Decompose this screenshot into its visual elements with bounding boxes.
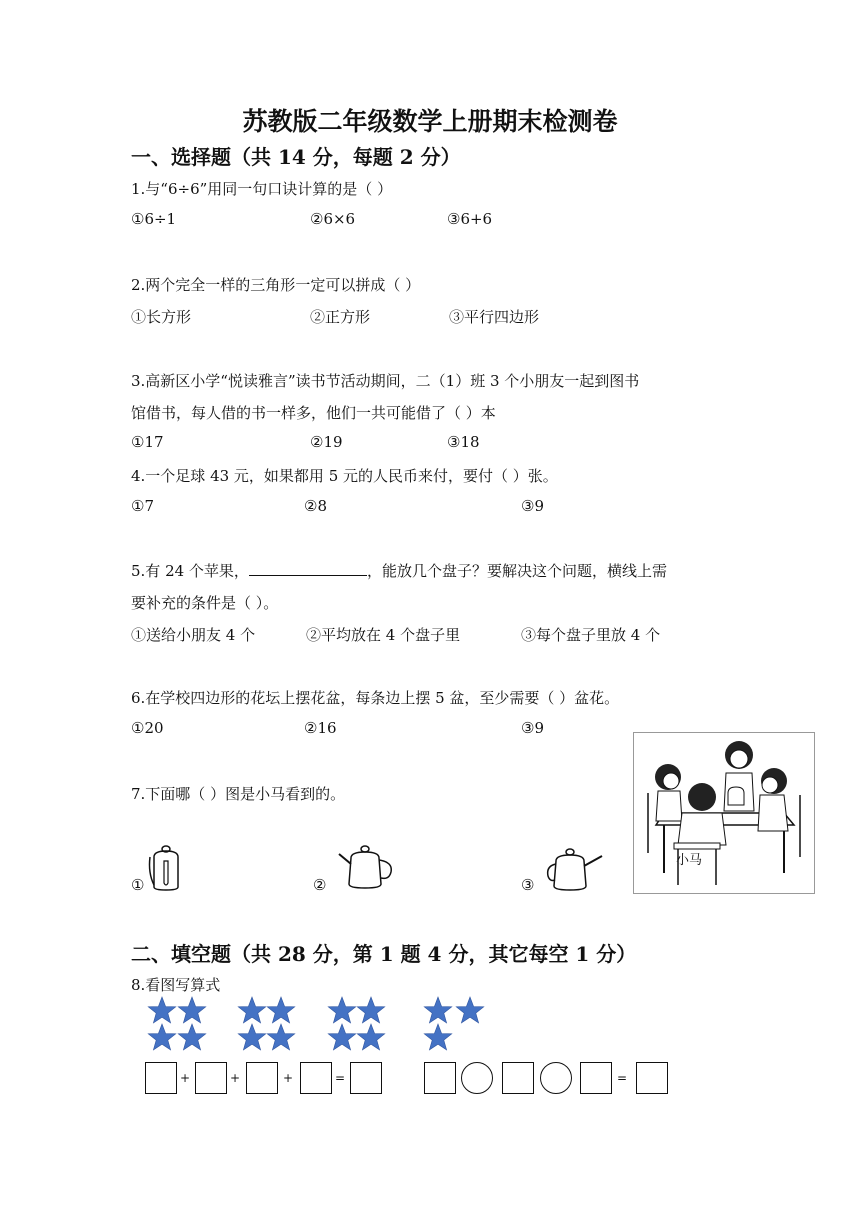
answer-box[interactable] bbox=[580, 1062, 612, 1094]
answer-box[interactable] bbox=[246, 1062, 278, 1094]
question-4: 4.一个足球 43 元，如果都用 5 元的人民币来付，要付（ ）张。 bbox=[131, 467, 558, 485]
question-7: 7.下面哪（ ）图是小马看到的。 bbox=[131, 785, 346, 803]
star-icon bbox=[237, 1023, 267, 1052]
q1-option-3: ③6+6 bbox=[447, 210, 493, 228]
q3-option-3: ③18 bbox=[447, 433, 480, 451]
q2-option-1: ①长方形 bbox=[131, 308, 192, 326]
q1-option-1: ①6÷1 bbox=[131, 210, 177, 228]
q7-option-3-label: ③ bbox=[521, 876, 535, 894]
q2-option-3: ③平行四边形 bbox=[449, 308, 540, 326]
q5-option-2: ②平均放在 4 个盘子里 bbox=[306, 626, 461, 644]
q5-text-a: 5.有 24 个苹果， bbox=[131, 562, 249, 580]
star-icon bbox=[266, 996, 296, 1025]
answer-box[interactable] bbox=[502, 1062, 534, 1094]
star-icon bbox=[327, 1023, 357, 1052]
q5-option-1: ①送给小朋友 4 个 bbox=[131, 626, 256, 644]
question-1: 1.与“6÷6”用同一句口诀计算的是（ ） bbox=[131, 180, 393, 198]
star-icon bbox=[327, 996, 357, 1025]
star-icon bbox=[356, 996, 386, 1025]
operator-circle[interactable] bbox=[540, 1062, 572, 1094]
answer-box[interactable] bbox=[195, 1062, 227, 1094]
q6-option-1: ①20 bbox=[131, 719, 164, 737]
xiaoma-label: 小马 bbox=[676, 853, 703, 868]
kettle-side-view-icon bbox=[146, 843, 186, 893]
q1-option-2: ②6×6 bbox=[310, 210, 356, 228]
equals-sign: = bbox=[617, 1071, 628, 1085]
q2-option-2: ②正方形 bbox=[310, 308, 371, 326]
plus-sign: + bbox=[283, 1071, 294, 1085]
q6-option-3: ③9 bbox=[521, 719, 544, 737]
answer-box[interactable] bbox=[350, 1062, 382, 1094]
q7-option-1-label: ① bbox=[131, 876, 145, 894]
question-5-line-2: 要补充的条件是（ ）。 bbox=[131, 594, 279, 612]
answer-box[interactable] bbox=[145, 1062, 177, 1094]
q5-option-3: ③每个盘子里放 4 个 bbox=[521, 626, 661, 644]
kettle-front-view-icon bbox=[337, 842, 397, 892]
star-icon bbox=[356, 1023, 386, 1052]
q3-option-1: ①17 bbox=[131, 433, 164, 451]
question-3-line-1: 3.高新区小学“悦读雅言”读书节活动期间，二（1）班 3 个小朋友一起到图书 bbox=[131, 372, 640, 390]
section-heading-2: 二、填空题（共 28 分，第 1 题 4 分，其它每空 1 分） bbox=[131, 942, 637, 966]
q4-option-3: ③9 bbox=[521, 497, 544, 515]
q4-option-2: ②8 bbox=[304, 497, 327, 515]
q5-blank-line bbox=[249, 561, 367, 576]
q5-text-b: ，能放几个盘子？要解决这个问题，横线上需 bbox=[366, 562, 667, 580]
star-icon bbox=[266, 1023, 296, 1052]
question-3-line-2: 馆借书，每人借的书一样多，他们一共可能借了（ ）本 bbox=[131, 404, 496, 422]
q7-option-2-label: ② bbox=[313, 876, 327, 894]
star-icon bbox=[177, 996, 207, 1025]
q6-option-2: ②16 bbox=[304, 719, 337, 737]
star-icon bbox=[147, 996, 177, 1025]
star-icon bbox=[455, 996, 485, 1025]
question-6: 6.在学校四边形的花坛上摆花盆，每条边上摆 5 盆，至少需要（ ）盆花。 bbox=[131, 689, 620, 707]
plus-sign: + bbox=[180, 1071, 191, 1085]
q3-option-2: ②19 bbox=[310, 433, 343, 451]
star-icon bbox=[423, 1023, 453, 1052]
children-at-table-illustration bbox=[633, 732, 815, 894]
section-heading-1: 一、选择题（共 14 分，每题 2 分） bbox=[131, 145, 461, 169]
star-icon bbox=[147, 1023, 177, 1052]
question-2: 2.两个完全一样的三角形一定可以拼成（ ） bbox=[131, 276, 421, 294]
plus-sign: + bbox=[230, 1071, 241, 1085]
page-title: 苏教版二年级数学上册期末检测卷 bbox=[242, 107, 618, 136]
operator-circle[interactable] bbox=[461, 1062, 493, 1094]
answer-box[interactable] bbox=[424, 1062, 456, 1094]
equals-sign: = bbox=[335, 1071, 346, 1085]
question-5-line-1 bbox=[131, 560, 667, 581]
star-icon bbox=[423, 996, 453, 1025]
kettle-handle-view-icon bbox=[546, 846, 606, 894]
answer-box[interactable] bbox=[300, 1062, 332, 1094]
q4-option-1: ①7 bbox=[131, 497, 154, 515]
star-icon bbox=[177, 1023, 207, 1052]
star-icon bbox=[237, 996, 267, 1025]
answer-box[interactable] bbox=[636, 1062, 668, 1094]
question-8: 8.看图写算式 bbox=[131, 976, 221, 994]
